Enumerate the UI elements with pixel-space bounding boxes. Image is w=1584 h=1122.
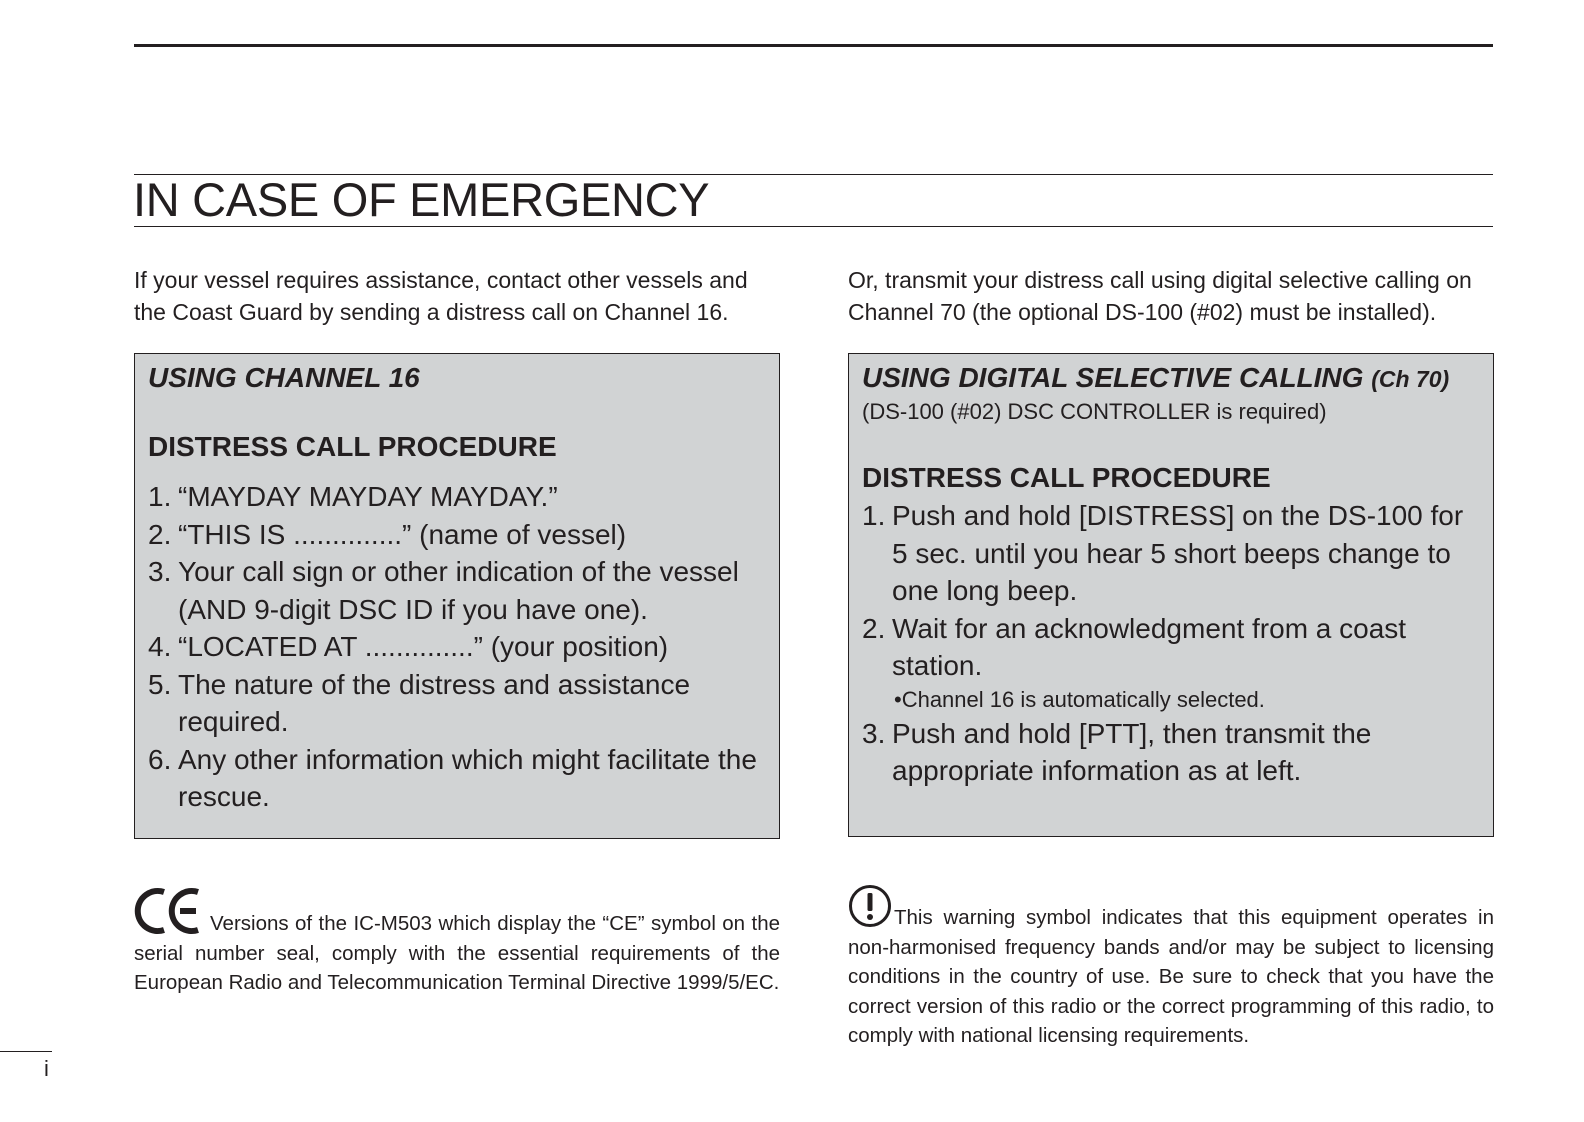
dsc-subheading: (DS-100 (#02) DSC CONTROLLER is required) (862, 399, 1327, 424)
list-item: 6. Any other information which might facilitate the rescue. (148, 743, 757, 812)
list-item: 4. “LOCATED AT ..............” (your position) (148, 631, 669, 662)
list-item: 3. Push and hold [PTT], then transmit the appropriate information as at left. (862, 717, 1372, 786)
list-item: 3. Your call sign or other indication of the vessel (AND 9-digit DSC ID if you have one). (148, 556, 739, 625)
dsc-box (848, 353, 1494, 837)
intro-right: Or, transmit your distress call using digital selective calling on Channel 70 (the optional DS-100 (#02) must be installed). (848, 267, 1472, 325)
page-title: IN CASE OF EMERGENCY (133, 173, 710, 226)
list-item: 2. Wait for an acknowledgment from a coast station. •Channel 16 is automatically selected. (862, 610, 1481, 715)
warning-footnote: This warning symbol indicates that this equipment operates in non-harmonised frequency bands and/or may be subject to licensing conditions in the country of use. Be sure to check that you have the correct version of this radio or the correct programming of this radio, to comply with national licensing requirements. (848, 880, 1494, 1051)
channel16-heading: USING CHANNEL 16 (148, 362, 420, 393)
top-rule (134, 44, 1493, 47)
channel16-procedure-title: DISTRESS CALL PROCEDURE (148, 431, 557, 462)
channel16-box (134, 353, 780, 839)
page-number-rule (0, 1051, 52, 1052)
ce-mark-icon (134, 886, 206, 936)
list-item: 1. Push and hold [DISTRESS] on the DS-100 for 5 sec. until you hear 5 short beeps change to one long beep. (862, 500, 1464, 606)
list-item: 5. The nature of the distress and assistance required. (148, 668, 691, 737)
ce-footnote: Versions of the IC-M503 which display the “CE” symbol on the serial number seal, comply with the essential requirements of the European Radio and Telecommunication Terminal Directive 1999/5/EC. (134, 880, 780, 998)
dsc-steps (862, 497, 1481, 790)
exclamation-circle-icon (848, 884, 892, 928)
intro-left: If your vessel requires assistance, contact other vessels and the Coast Guard by sending a distress call on Channel 16. (134, 267, 748, 325)
channel16-steps (148, 478, 767, 816)
dsc-heading: USING DIGITAL SELECTIVE CALLING (Ch 70) (862, 362, 1450, 393)
dsc-heading-suffix: (Ch 70) (1371, 366, 1450, 392)
bullet-note: •Channel 16 is automatically selected. (894, 686, 1265, 712)
page-number: i (44, 1056, 49, 1081)
list-item: 2. “THIS IS ..............” (name of vessel) (148, 518, 627, 550)
list-item: 1. “MAYDAY MAYDAY MAYDAY.” (148, 481, 558, 512)
title-rule-bottom (134, 226, 1493, 227)
dsc-procedure-title: DISTRESS CALL PROCEDURE (862, 462, 1271, 493)
